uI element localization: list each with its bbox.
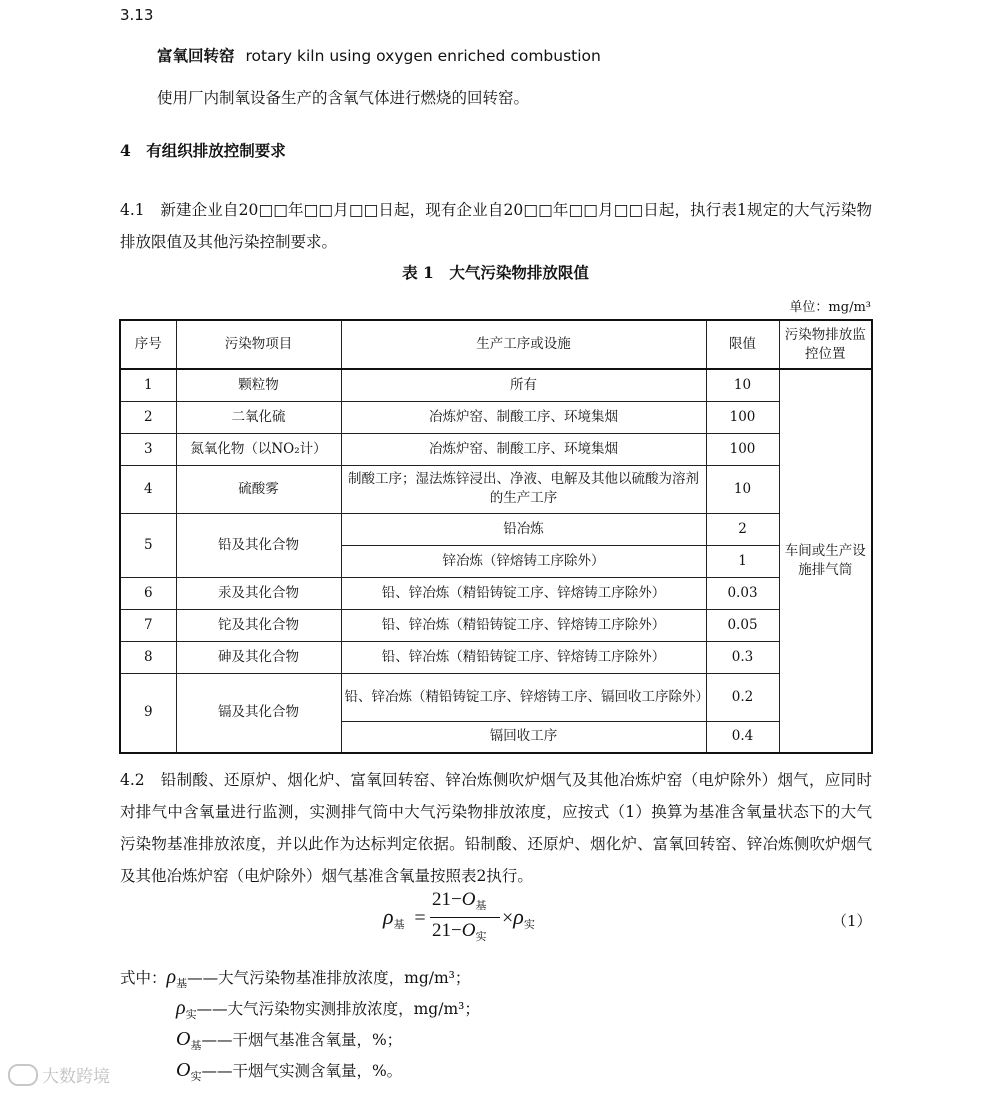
row-process: 冶炼炉窑、制酸工序、环境集烟 (341, 401, 706, 433)
row-process: 铅冶炼 (341, 513, 706, 545)
header-process: 生产工序或设施 (341, 320, 706, 369)
table-row (120, 369, 872, 401)
subscript-base: 基 (393, 919, 405, 931)
subscript-measured: 实 (475, 931, 487, 943)
row-item: 二氧化硫 (176, 401, 341, 433)
minus-sign: − (451, 920, 462, 941)
table-row (120, 433, 872, 465)
fraction-bar (430, 917, 500, 918)
watermark-logo-icon (8, 1064, 38, 1086)
row-item: 硫酸雾 (176, 465, 341, 513)
definition-subscript: 实 (185, 1008, 197, 1021)
row-process: 铅、锌冶炼（精铅铸锭工序、锌熔铸工序、镉回收工序除外） (341, 673, 706, 721)
oxygen-symbol: O (461, 920, 476, 941)
row-limit: 2 (706, 513, 779, 545)
row-process: 制酸工序；湿法炼锌浸出、净液、电解及其他以硫酸为溶剂的生产工序 (341, 465, 706, 513)
definition-item (176, 1028, 402, 1053)
row-no: 9 (120, 673, 176, 753)
row-process: 铅、锌冶炼（精铅铸锭工序、锌熔铸工序除外） (341, 577, 706, 609)
row-limit: 0.05 (706, 609, 779, 641)
header-item: 污染物项目 (176, 320, 341, 369)
definition-subscript: 基 (190, 1039, 202, 1052)
row-limit: 0.4 (706, 721, 779, 753)
row-item: 铅及其化合物 (176, 513, 341, 577)
rho-symbol: ρ (383, 904, 394, 929)
equals-sign: = (414, 907, 426, 929)
row-process: 所有 (341, 369, 706, 401)
row-process: 铅、锌冶炼（精铅铸锭工序、锌熔铸工序除外） (341, 641, 706, 673)
row-item: 铊及其化合物 (176, 609, 341, 641)
equation-number: （1） (832, 912, 872, 930)
row-no: 1 (120, 369, 176, 401)
definition-text: ——干烟气基准含氧量，%； (201, 1031, 403, 1049)
table-row (120, 401, 872, 433)
row-item: 砷及其化合物 (176, 641, 341, 673)
table-row (120, 641, 872, 673)
row-item: 颗粒物 (176, 369, 341, 401)
row-item: 汞及其化合物 (176, 577, 341, 609)
definition-symbol: O (176, 1028, 191, 1050)
row-limit: 0.03 (706, 577, 779, 609)
row-limit: 10 (706, 369, 779, 401)
row-process: 锌冶炼（锌熔铸工序除外） (341, 545, 706, 577)
formula-denominator (432, 920, 486, 944)
section-4-heading: 4 有组织排放控制要求 (120, 141, 286, 160)
definition-text: ——大气污染物基准排放浓度，mg/m³； (187, 969, 471, 987)
term-english: rotary kiln using oxygen enriched combustion (245, 47, 601, 65)
table-row (120, 513, 872, 545)
oxygen-symbol: O (461, 889, 476, 910)
row-limit: 0.3 (706, 641, 779, 673)
watermark-text: 大数跨境 (42, 1067, 110, 1087)
formula-rhs (502, 904, 535, 932)
minus-sign: − (451, 889, 462, 910)
definition-item (120, 966, 470, 991)
row-process: 镉回收工序 (341, 721, 706, 753)
row-limit: 100 (706, 433, 779, 465)
formula-numerator (432, 889, 486, 913)
row-process: 铅、锌冶炼（精铅铸锭工序、锌熔铸工序除外） (341, 609, 706, 641)
table-unit: 单位：mg/m³ (789, 300, 871, 315)
table-caption: 表 1 大气污染物排放限值 (402, 263, 589, 282)
clause-4-2: 4.2 铅制酸、还原炉、烟化炉、富氧回转窑、锌冶炼侧吹炉烟气及其他冶炼炉窑（电炉除外）烟气，应同时对排气中含氧量进行监测，实测排气筒中大气污染物排放浓度，应按式（1）换算为基准含氧量状态下的大气污染物基准排放浓度，并以此作为达标判定依据。铅制酸、还原炉、烟化炉、富氧回转窑、锌冶炼侧吹炉烟气及其他冶炼炉窑（电炉除外）烟气基准含氧量按照表2执行。 (120, 771, 872, 885)
definition-text: ——大气污染物实测排放浓度，mg/m³； (196, 1000, 480, 1018)
definition-item (176, 997, 480, 1022)
header-no: 序号 (120, 320, 176, 369)
clause-4-1: 4.1 新建企业自20□□年□□月□□日起，现有企业自20□□年□□月□□日起，执行表1规定的大气污染物排放限值及其他污染控制要求。 (120, 201, 872, 251)
subscript-base: 基 (475, 900, 487, 912)
formula-lhs (383, 904, 426, 932)
row-no: 8 (120, 641, 176, 673)
row-limit: 0.2 (706, 673, 779, 721)
times-sign: × (502, 907, 514, 929)
definition-subscript: 实 (190, 1070, 202, 1083)
definition-text: ——干烟气实测含氧量，%。 (201, 1062, 403, 1080)
row-limit: 100 (706, 401, 779, 433)
row-item: 镉及其化合物 (176, 673, 341, 753)
row-process: 冶炼炉窑、制酸工序、环境集烟 (341, 433, 706, 465)
definition-symbol: ρ (176, 997, 186, 1019)
monitor-location-cell: 车间或生产设施排气筒 (779, 369, 872, 753)
clause-number-3-13: 3.13 (120, 6, 154, 24)
row-no: 6 (120, 577, 176, 609)
row-limit: 10 (706, 465, 779, 513)
table-header-row (120, 320, 872, 369)
definition-subscript: 基 (176, 977, 188, 990)
denominator-constant: 21 (432, 920, 451, 941)
row-no: 5 (120, 513, 176, 577)
row-no: 7 (120, 609, 176, 641)
header-limit: 限值 (706, 320, 779, 369)
definition-item (176, 1059, 402, 1084)
term-chinese: 富氧回转窑 (157, 46, 235, 65)
definitions-intro: 式中： (120, 969, 167, 987)
definition-symbol: ρ (166, 966, 177, 988)
term-definition: 使用厂内制氧设备生产的含氧气体进行燃烧的回转窑。 (157, 89, 530, 107)
watermark (8, 1062, 110, 1087)
emission-limits-table (119, 319, 873, 754)
header-monitor-location: 污染物排放监控位置 (779, 320, 872, 369)
table-row (120, 609, 872, 641)
definition-symbol: O (176, 1059, 191, 1081)
subscript-measured: 实 (523, 919, 535, 931)
rho-symbol: ρ (513, 904, 524, 929)
row-item: 氮氧化物（以NO₂计） (176, 433, 341, 465)
row-no: 3 (120, 433, 176, 465)
numerator-constant: 21 (432, 889, 451, 910)
table-row (120, 465, 872, 513)
table-row (120, 673, 872, 721)
row-no: 4 (120, 465, 176, 513)
term-line (157, 44, 601, 66)
table-row (120, 577, 872, 609)
row-limit: 1 (706, 545, 779, 577)
row-no: 2 (120, 401, 176, 433)
